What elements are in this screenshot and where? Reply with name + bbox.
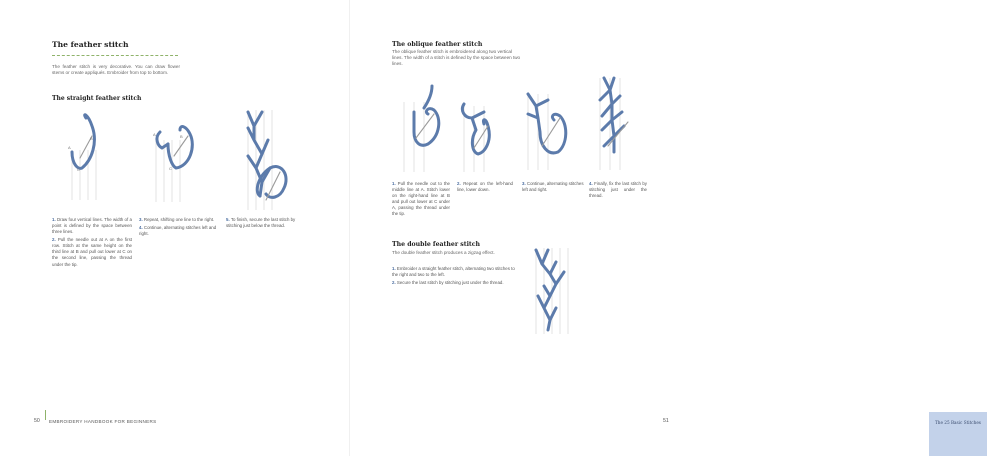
oblique-intro: The oblique feather stitch is embroidered along two vertical lines. The width of a stitch is defined by the space between two lines. [392, 49, 521, 67]
footer-divider [45, 410, 46, 420]
label-a: A [153, 132, 156, 137]
section-tab-label: The 25 Basic Stitches [935, 420, 981, 425]
straight-feather-figure-3 [240, 106, 302, 210]
left-page [0, 0, 350, 456]
page-number-right: 51 [663, 418, 669, 424]
step-1: 1. Draw four vertical lines. The width of a point is defined by the space between three lines. [52, 217, 132, 235]
needle [174, 136, 188, 156]
step-5: 5. To finish, secure the last stitch by stitching just below the thread. [226, 217, 296, 229]
label-b: B [90, 136, 93, 141]
oblique-step-4: 4. Finally, fix the last stitch by stitching just under the thread. [589, 181, 647, 199]
oblique-figure-3 [522, 88, 572, 170]
step-4: 4. Continue, alternating stitches left and right. [139, 225, 217, 237]
oblique-title: The oblique feather stitch [392, 41, 483, 48]
double-title: The double feather stitch [392, 241, 481, 248]
double-steps [392, 266, 522, 288]
double-intro: The double feather stitch produces a zigzag effect. [392, 250, 495, 255]
straight-feather-figure-1 [64, 108, 114, 204]
step-3: 3. Repeat, shifting one line to the right. [139, 217, 215, 222]
thread-path [72, 115, 94, 169]
label-c: C [169, 166, 172, 171]
straight-feather-figure-2 [150, 122, 204, 202]
oblique-step-3: 3. Continue, alternating stitches left and right. [522, 181, 584, 193]
subsection-title: The straight feather stitch [52, 95, 142, 102]
steps-column-1 [52, 217, 132, 270]
section-tab [929, 412, 987, 456]
double-feather-figure [530, 244, 578, 334]
needle [608, 122, 628, 146]
double-step-2: 2. Secure the last stitch by stitching just under the thread. [392, 280, 504, 286]
label-b: B [180, 134, 183, 139]
oblique-figure-2 [458, 96, 504, 172]
oblique-step-1: 1. Pull the needle out to the middle line at A. Stitch lower on the right-hand line at B and pull out lower at C under A, passing the thread under the tip. [392, 181, 450, 217]
thread-path [462, 104, 489, 154]
needle [416, 114, 434, 138]
thread-path [528, 94, 566, 153]
right-page [350, 0, 981, 456]
intro-text: The feather stitch is very decorative. You can draw flower stems or create appliqués. Embroider from top to bottom. [52, 64, 180, 76]
oblique-step-2: 2. Repeat on the left-hand line, lower down. [457, 181, 513, 193]
step-2: 2. Pull the needle out at A on the first row. Stitch at the same height on the third line at B and pull out lower at C on the second line, passing the thread under the tip. [52, 237, 132, 267]
page-number-left: 50 [34, 418, 40, 424]
oblique-figure-4 [592, 74, 638, 170]
thread-path [424, 86, 432, 108]
title-underline [52, 55, 178, 56]
label-c: C [77, 167, 80, 172]
steps-column-2 [139, 217, 219, 239]
book-title: EMBROIDERY HANDBOOK FOR BEGINNERS [49, 419, 157, 424]
oblique-figure-1 [398, 82, 444, 172]
needle [542, 118, 560, 146]
double-step-1: 1. Embroider a straight feather stitch, alternating two stitches to the right and two to the left. [392, 266, 515, 278]
section-title: The feather stitch [52, 40, 129, 49]
label-a: A [68, 145, 71, 150]
thread-path [414, 109, 439, 146]
thread-path [157, 132, 168, 148]
steps-column-3 [226, 217, 308, 231]
